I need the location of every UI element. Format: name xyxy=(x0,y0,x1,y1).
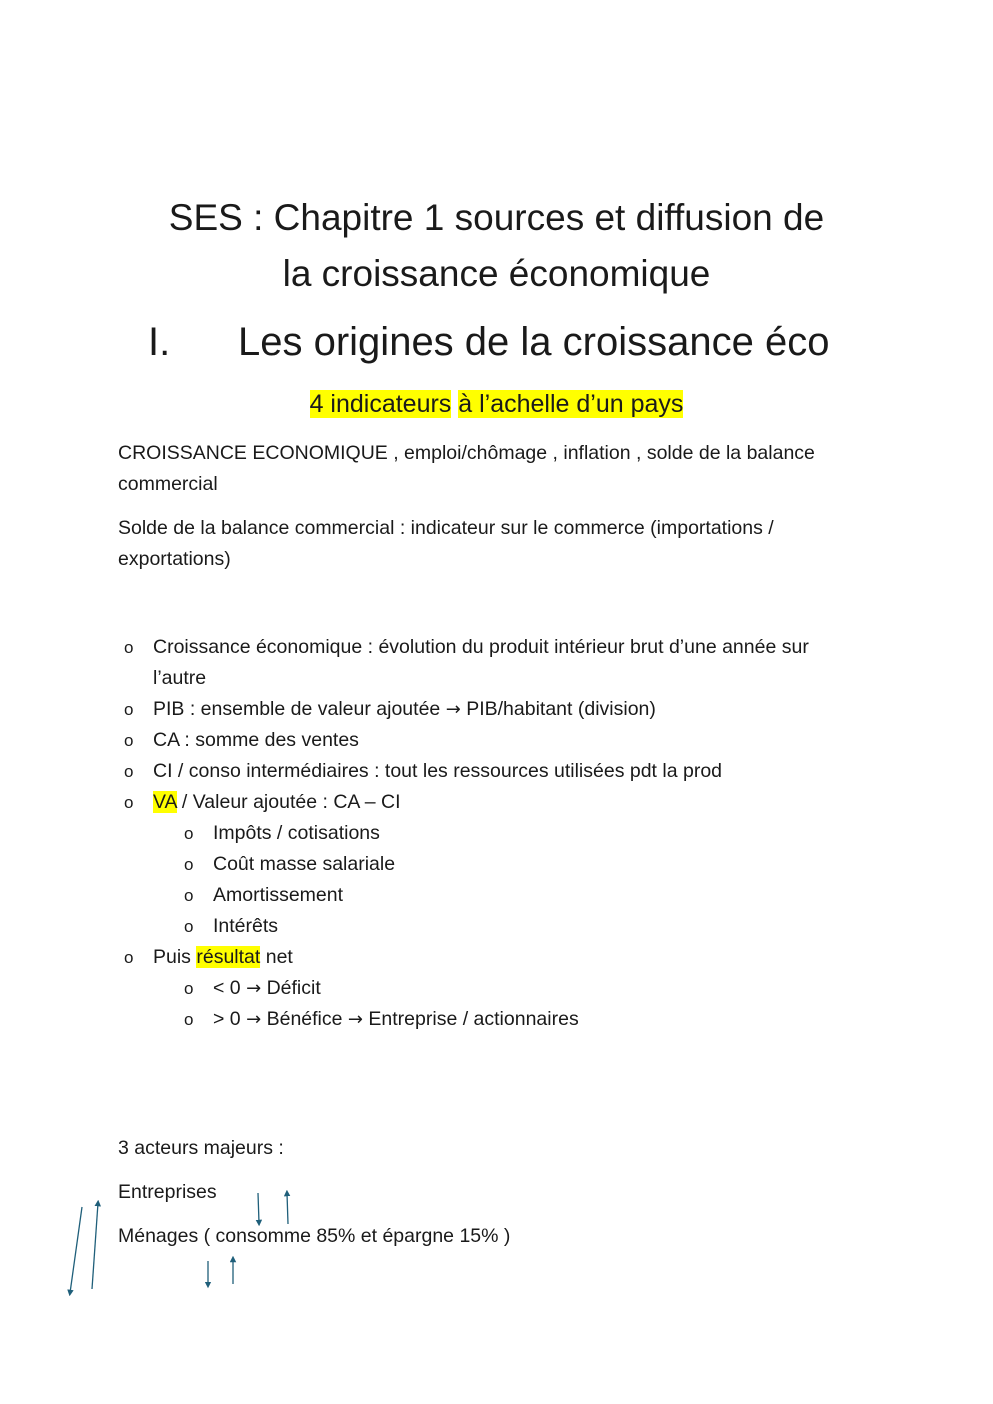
list-item-text: Puis xyxy=(153,946,197,968)
arrow-up-icon xyxy=(92,1203,98,1289)
list-item-text: Impôts / cotisations xyxy=(213,822,380,844)
list-item-ci xyxy=(0,756,833,787)
list-item-text: net xyxy=(260,946,293,968)
list-item-ca xyxy=(0,725,833,756)
list-item-text: / Valeur ajoutée : CA – CI xyxy=(176,791,401,813)
list-item-text: Coût masse salariale xyxy=(213,853,396,875)
list-item-text: CA : somme des ventes xyxy=(153,729,359,751)
arrow-right-icon: → xyxy=(246,978,262,999)
bullet-icon: o xyxy=(184,855,194,874)
list-subitem-amortissement xyxy=(0,880,833,911)
list-item-resultat xyxy=(0,942,833,973)
bullet-icon: o xyxy=(184,1010,194,1029)
acteurs-heading: 3 acteurs majeurs : xyxy=(118,1137,284,1159)
bullet-icon: o xyxy=(124,762,134,781)
list-item-text: PIB/habitant (division) xyxy=(460,698,656,720)
arrow-right-icon: → xyxy=(347,1009,363,1030)
bullet-icon: o xyxy=(184,917,194,936)
list-item-pib xyxy=(0,694,833,725)
section-number: I. xyxy=(148,320,171,364)
list-subitem-impots xyxy=(0,818,833,849)
bullet-icon: o xyxy=(124,793,134,812)
arrow-right-icon: → xyxy=(445,699,461,720)
list-item-text: Intérêts xyxy=(213,915,279,937)
bullet-icon: o xyxy=(124,948,134,967)
list-item-text: < 0 xyxy=(213,977,247,999)
title-line-2: la croissance économique xyxy=(282,253,711,294)
list-subitem-cout xyxy=(0,849,833,880)
list-item-text: > 0 xyxy=(213,1008,247,1030)
list-item-text: PIB : ensemble de valeur ajoutée xyxy=(153,698,446,720)
acteur-entreprises: Entreprises xyxy=(118,1181,217,1203)
subtitle-highlight-1: 4 indicateurs xyxy=(309,390,452,418)
list-item-text: Bénéfice xyxy=(261,1008,348,1030)
list-subitem-benefice xyxy=(0,1004,833,1035)
definitions-list xyxy=(0,632,993,1035)
resultat-highlight: résultat xyxy=(196,946,261,968)
list-item-text: Amortissement xyxy=(213,884,344,906)
list-item-text: Croissance économique : évolution du produit intérieur brut d’une année sur l’autre xyxy=(153,636,809,689)
subtitle-highlight-2: à l’achelle d’un pays xyxy=(458,390,684,418)
title-line-1: SES : Chapitre 1 sources et diffusion de xyxy=(168,197,825,238)
list-subitem-deficit xyxy=(0,973,833,1004)
list-item-croissance xyxy=(0,632,833,694)
document-title xyxy=(80,190,913,302)
bullet-icon: o xyxy=(124,700,134,719)
va-highlight: VA xyxy=(153,791,177,813)
list-subitem-interets xyxy=(0,911,833,942)
bullet-icon: o xyxy=(124,638,134,657)
bullet-icon: o xyxy=(184,979,194,998)
subtitle xyxy=(0,384,993,424)
section-heading-text: Les origines de la croissance éco xyxy=(238,320,830,364)
list-item-text: Déficit xyxy=(261,977,321,999)
balance-paragraph: Solde de la balance commercial : indicateur sur le commerce (importations / exportations) xyxy=(118,517,774,570)
arrow-right-icon: → xyxy=(246,1009,262,1030)
list-item-text: CI / conso intermédiaires : tout les ressources utilisées pdt la prod xyxy=(153,760,723,782)
bullet-icon: o xyxy=(184,824,194,843)
list-item-va xyxy=(0,787,833,818)
list-item-text: Entreprise / actionnaires xyxy=(363,1008,579,1030)
acteur-menages: Ménages ( consomme 85% et épargne 15% ) xyxy=(118,1225,511,1247)
bullet-icon: o xyxy=(124,731,134,750)
indicators-paragraph: CROISSANCE ECONOMIQUE , emploi/chômage , inflation , solde de la balance commercial xyxy=(118,442,815,495)
bullet-icon: o xyxy=(184,886,194,905)
arrow-down-icon xyxy=(70,1207,82,1293)
